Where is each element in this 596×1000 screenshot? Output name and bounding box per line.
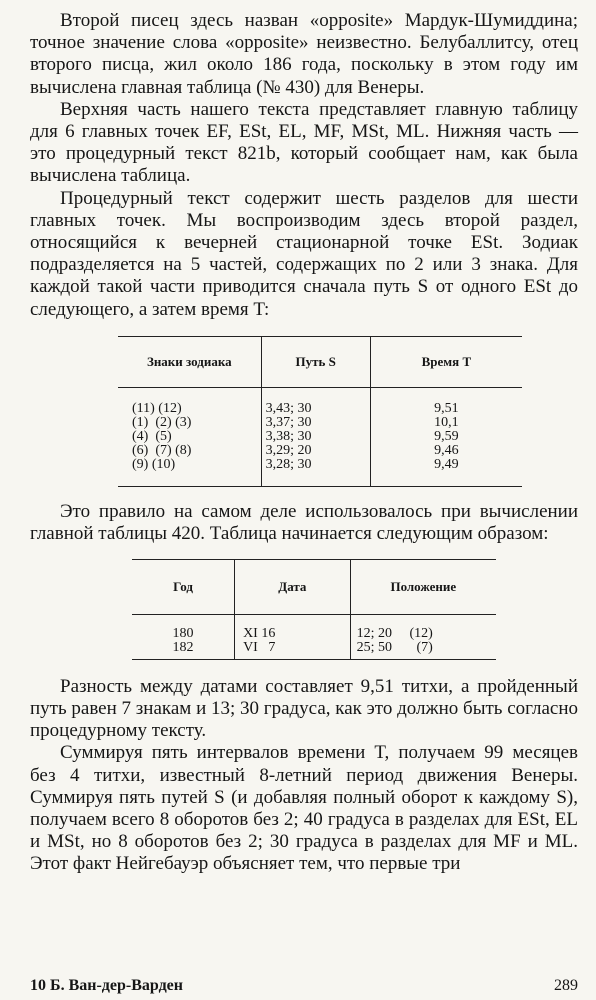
path-cell: 3,29; 20 [261, 444, 370, 458]
paragraph-1: Второй писец здесь назван «opposite» Мардук-Шумиддина; точное значение слова «opposite» неизвестно. Белубаллитсу, отец второго писца, жил около 186 года, поскольку в этом году им вычислена главная таблица (№ 430) для Венеры. [30, 10, 578, 98]
position-cell: 12; 20 (12) [350, 627, 496, 641]
table-row [132, 627, 496, 641]
col-header-position: Положение [350, 560, 496, 615]
table-row [132, 641, 496, 655]
paragraph-5: Разность между датами составляет 9,51 титхи, а пройденный путь равен 7 знакам и 13; 30 градуса, как это должно быть согласно процедурному тексту. [30, 675, 578, 742]
path-cell: 3,37; 30 [261, 416, 370, 430]
table-header-row [132, 560, 496, 615]
zodiac-table [118, 336, 522, 487]
zodiac-cell: (9) (10) [132, 456, 176, 472]
zodiac-cell: (6) (7) (8) [132, 442, 192, 458]
table-row [118, 430, 522, 444]
paragraph-2: Верхняя часть нашего текста представляет главную таблицу для 6 главных точек EF, ESt, EL, MF, MSt, ML. Нижняя часть — это процедурный текст 821b, который сообщает нам, как была вычислена таблица. [30, 98, 578, 187]
time-cell: 9,59 [370, 430, 522, 444]
path-cell: 3,43; 30 [261, 402, 370, 416]
zodiac-cell: (4) (5) [132, 428, 172, 444]
zodiac-cell: (11) (12) [132, 400, 182, 416]
table-row [118, 416, 522, 430]
col-header-date: Дата [235, 560, 351, 615]
table-row [118, 458, 522, 472]
venus-table [132, 559, 496, 660]
col-header-zodiac: Знаки зодиака [118, 336, 261, 387]
paragraph-4: Это правило на самом деле использовалось при вычислении главной таблицы 420. Таблица начинается следующим образом: [30, 500, 578, 545]
zodiac-cell: (1) (2) (3) [132, 414, 192, 430]
signature-mark: 10 Б. Ван-дер-Варден [30, 977, 183, 994]
col-header-year: Год [132, 560, 235, 615]
year-cell: 180 [172, 626, 194, 642]
time-cell: 9,51 [370, 402, 522, 416]
paragraph-3: Процедурный текст содержит шесть разделов для шести главных точек. Мы воспроизводим здесь второй раздел, относящийся к вечерней стационарной точке ESt. Зодиак подразделяется на 5 частей, содержащих по 2 или 3 знака. Для каждой такой части приводится сначала путь S от одного ESt до следующего, а затем время T: [30, 187, 578, 320]
time-cell: 10,1 [370, 416, 522, 430]
col-header-time: Время T [370, 336, 522, 387]
time-cell: 9,49 [370, 458, 522, 472]
page-number: 289 [554, 977, 578, 994]
page-footer [30, 975, 578, 997]
table-row [118, 402, 522, 416]
col-header-path: Путь S [261, 336, 370, 387]
page-body [30, 10, 578, 994]
time-cell: 9,46 [370, 444, 522, 458]
year-cell: 182 [172, 640, 194, 656]
date-cell: XI 16 [235, 627, 351, 641]
date-cell: VI 7 [235, 641, 351, 655]
path-cell: 3,38; 30 [261, 430, 370, 444]
position-cell: 25; 50 (7) [350, 641, 496, 655]
table-row [118, 444, 522, 458]
table-header-row [118, 336, 522, 387]
paragraph-6: Суммируя пять интервалов времени T, получаем 99 месяцев без 4 титхи, известный 8-летний период движения Венеры. Суммируя пять путей S (и добавляя полный оборот к каждому S), получаем всего 8 оборотов без 2; 40 градуса в разделах для ESt, EL и MSt, но 8 оборотов без 2; 30 градуса в разделах для MF и ML. Этот факт Нейгебауэр объясняет тем, что первые три [30, 742, 578, 875]
path-cell: 3,28; 30 [261, 458, 370, 472]
